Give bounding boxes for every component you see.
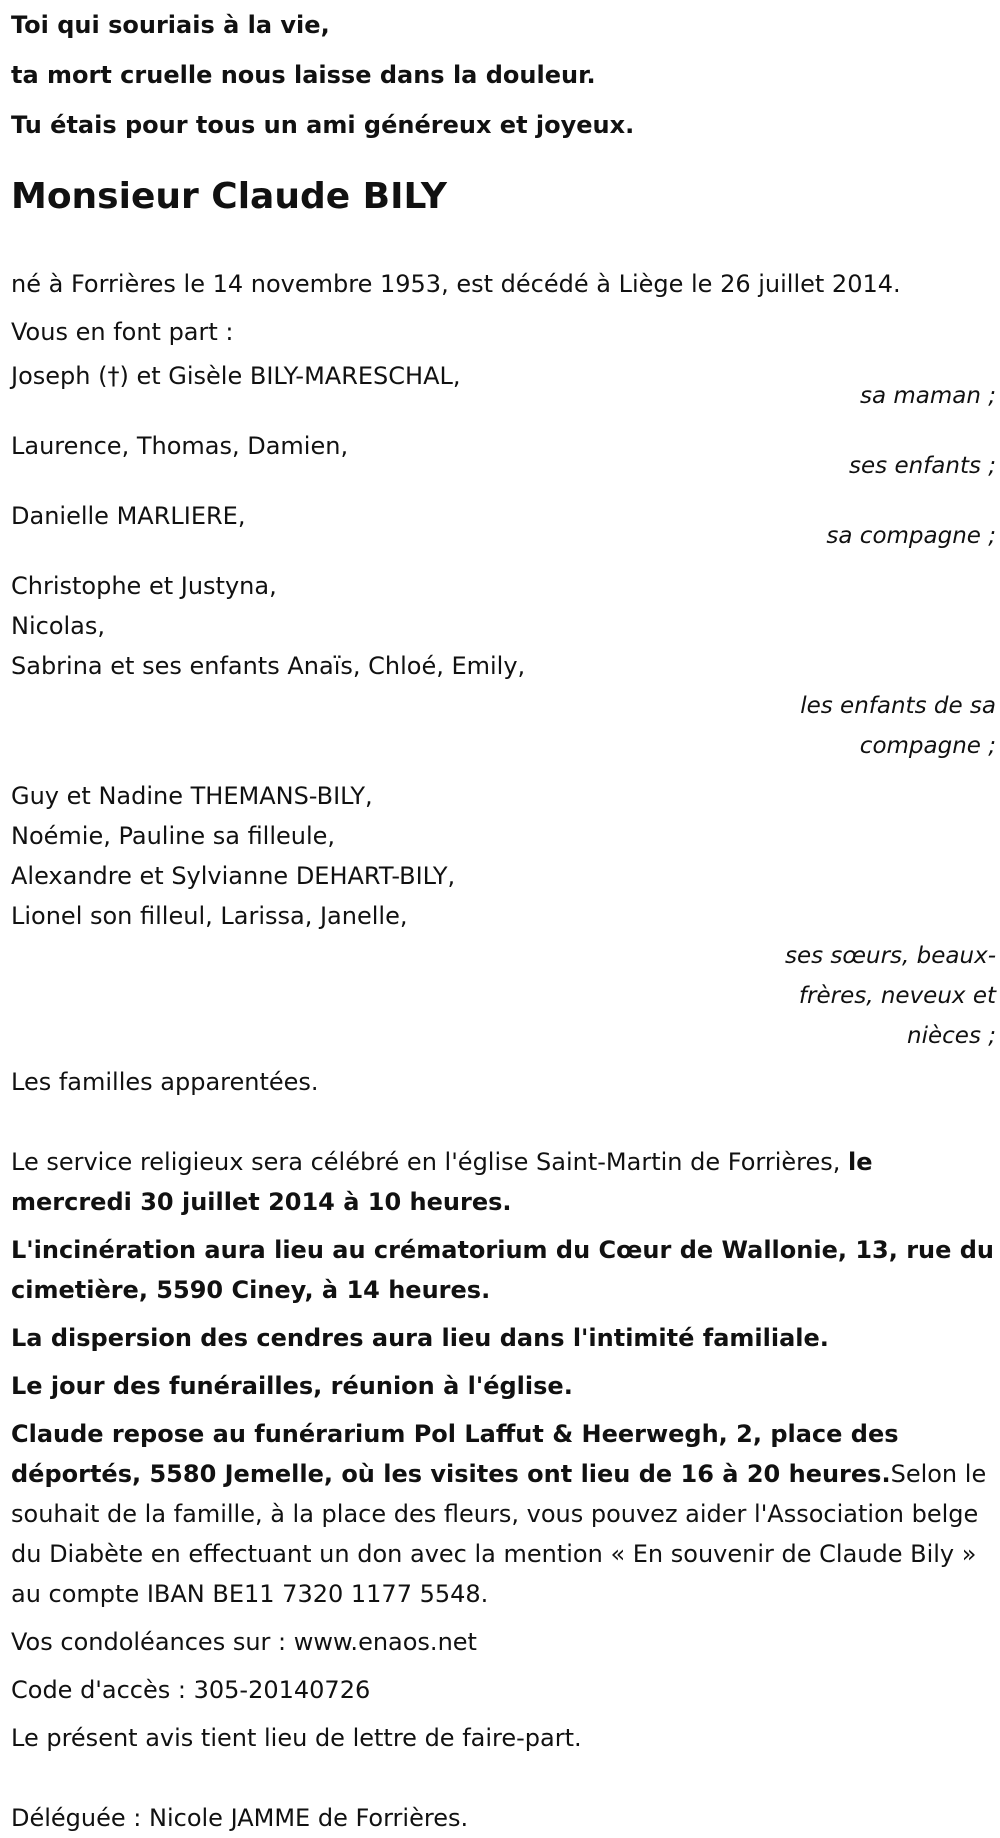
poem-line: ta mort cruelle nous laisse dans la douleur. [11,61,596,89]
repose-paragraph [11,1414,996,1614]
family-role: les enfants de sa compagne ; [800,693,996,759]
family-names: Lionel son filleul, Larissa, Janelle, [11,902,408,930]
family-group [11,356,996,416]
condolences-text: Vos condoléances sur : www.enaos.net [11,1628,477,1656]
family-group [11,426,996,486]
family-names: Nicolas, [11,612,106,640]
service-date: le mercredi 30 juillet 2014 à 10 heures. [11,1148,873,1216]
family-group [11,566,996,766]
family-names: Joseph (†) et Gisèle BILY-MARESCHAL, [11,362,461,390]
access-code-text: Code d'accès : 305-20140726 [11,1676,371,1704]
family-names: Alexandre et Sylvianne DEHART-BILY, [11,862,456,890]
incineration-text: L'incinération aura lieu au crématorium du Cœur de Wallonie, 13, rue du cimetière, 5590 Ciney, à 14 heures. [11,1236,995,1304]
donation-text: Selon le souhait de la famille, à la place des fleurs, vous pouvez aider l'Association belge du Diabète en effectuant un don avec la mention « En souvenir de Claude Bily » au compte IBAN BE11 7320 1177 5548. [11,1460,987,1608]
dispersion-text: La dispersion des cendres aura lieu dans l'intimité familiale. [11,1324,829,1352]
reunion-text: Le jour des funérailles, réunion à l'église. [11,1372,573,1400]
family-names: Christophe et Justyna, [11,572,277,600]
notice-text: Le présent avis tient lieu de lettre de faire-part. [11,1724,582,1752]
family-names: Guy et Nadine THEMANS-BILY, [11,782,373,810]
deceased-name: Monsieur Claude BILY [11,176,447,217]
family-names: Sabrina et ses enfants Anaïs, Chloé, Emily, [11,652,526,680]
families-text: Les familles apparentées. [11,1068,319,1096]
family-role: ses sœurs, beaux-frères, neveux et nièces ; [784,943,996,1049]
birth-death-text: né à Forrières le 14 novembre 1953, est décédé à Liège le 26 juillet 2014. [11,270,901,298]
poem-line: Toi qui souriais à la vie, [11,11,330,39]
intro-text: Vous en font part : [11,318,234,346]
delegate-text: Déléguée : Nicole JAMME de Forrières. [11,1804,469,1832]
family-group [11,496,996,556]
repose-location: Claude repose au funérarium Pol Laffut & Heerwegh, 2, place des déportés, 5580 Jemelle, où les visites ont lieu de 16 à 20 heures. [11,1420,899,1488]
poem-line: Tu étais pour tous un ami généreux et joyeux. [11,111,635,139]
family-names: Laurence, Thomas, Damien, [11,432,349,460]
family-names: Danielle MARLIERE, [11,502,246,530]
family-role: sa maman ; [859,383,996,409]
family-group [11,776,996,1056]
family-role: sa compagne ; [826,523,996,549]
service-paragraph [11,1142,996,1222]
family-names: Noémie, Pauline sa filleule, [11,822,336,850]
poem [11,6,1000,144]
service-text: Le service religieux sera célébré en l'église Saint-Martin de Forrières, [11,1148,848,1176]
family-role: ses enfants ; [849,453,996,479]
